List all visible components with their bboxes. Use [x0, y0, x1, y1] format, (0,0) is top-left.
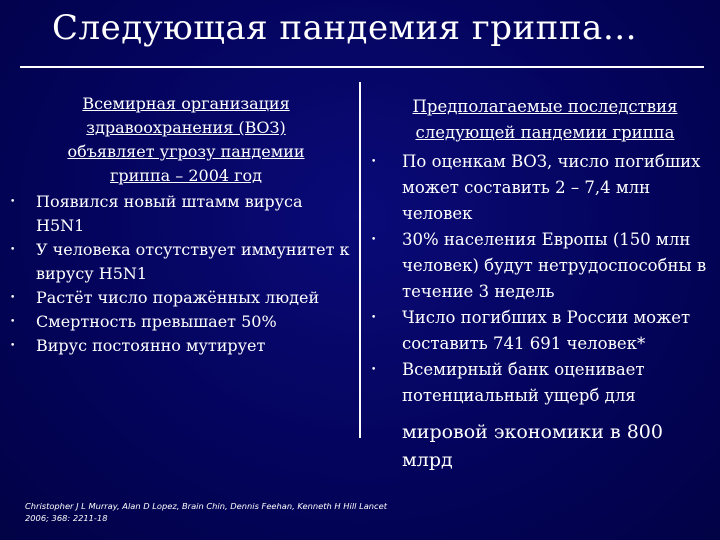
bullet-icon: • [371, 235, 377, 245]
list-item-text: По оценкам ВОЗ, число погибших может составить 2 – 7,4 млн человек [402, 152, 701, 223]
list-item [368, 227, 708, 305]
right-column-heading: Предполагаемые последствия следующей пандемии гриппа [412, 97, 678, 142]
list-item [368, 357, 708, 409]
list-item [0, 238, 355, 286]
bullet-icon: • [10, 341, 16, 351]
list-item [368, 305, 708, 357]
bullet-icon: • [371, 313, 377, 323]
list-item-text: Растёт число поражённых людей [36, 288, 320, 307]
list-item [0, 190, 355, 238]
list-item [0, 310, 355, 334]
bullet-icon: • [10, 245, 16, 255]
bullet-icon: • [371, 365, 377, 375]
list-item [0, 334, 355, 358]
list-item-text: Появился новый штамм вируса H5N1 [36, 192, 303, 235]
list-item-continuation: мировой экономики в 800 млрд [402, 421, 663, 471]
slide-title: Следующая пандемия гриппа… [52, 8, 638, 48]
list-item-text: Вирус постоянно мутирует [36, 336, 266, 355]
left-bullet-list [0, 190, 355, 358]
list-item-text: Число погибших в России может составить 741 691 человек* [402, 308, 691, 353]
bullet-icon: • [371, 157, 377, 167]
citation-footnote: Christopher J L Murray, Alan D Lopez, Brain Chin, Dennis Feehan, Kenneth H Hill Lancet 2006; 368: 2211-18 [25, 501, 387, 523]
bullet-icon: • [10, 197, 16, 207]
list-item-text: Смертность превышает 50% [36, 312, 277, 331]
list-item-text: Всемирный банк оценивает потенциальный ущерб для [402, 360, 645, 405]
list-item-text: У человека отсутствует иммунитет к вирусу H5N1 [36, 240, 350, 283]
left-column-heading: Всемирная организация здравоохранения (ВОЗ) объявляет угрозу пандемии гриппа – 2004 год [67, 94, 305, 185]
title-divider [20, 66, 704, 68]
right-bullet-list [368, 149, 708, 409]
column-divider [359, 82, 361, 438]
list-item [0, 286, 355, 310]
bullet-icon: • [10, 293, 16, 303]
list-item-text: 30% населения Европы (150 млн человек) будут нетрудоспособны в течение 3 недель [402, 230, 707, 301]
list-item [368, 149, 708, 227]
bullet-icon: • [10, 317, 16, 327]
